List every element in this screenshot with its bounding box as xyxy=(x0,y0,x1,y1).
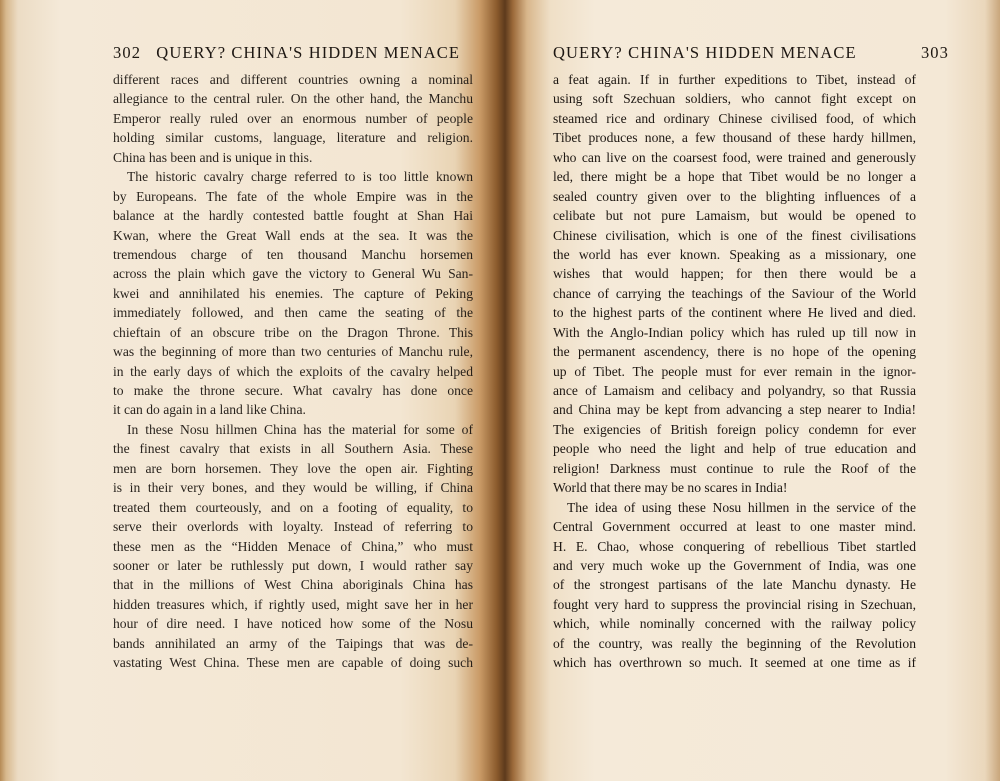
text-line: vastating West China. These men are capable of doing such xyxy=(113,655,473,671)
text-line: H. E. Chao, whose conquering of rebellious Tibet startled xyxy=(553,538,916,554)
text-line: by Europeans. The fate of the whole Empire was in the xyxy=(113,188,473,204)
text-line: sealed country given over to the blighting influences of a xyxy=(553,188,916,204)
text-line: immediately followed, and then came the seating of the xyxy=(113,305,473,321)
text-line: Emperor really ruled over an enormous number of people xyxy=(113,110,473,126)
right-page-number: 303 xyxy=(920,43,949,62)
left-page-number: 302 xyxy=(113,43,142,62)
left-running-title: QUERY? CHINA'S HIDDEN MENACE xyxy=(156,43,461,62)
text-line: wishes that would happen; for then there would be a xyxy=(553,266,916,282)
text-line: chance of carrying the teachings of the Saviour of the World xyxy=(553,285,916,301)
text-line: men are born horsemen. They love the open air. Fighting xyxy=(113,460,473,476)
text-line: fought very hard to suppress the provincial rising in Szechuan, xyxy=(553,596,916,612)
text-line: people who need the light and help of true education and xyxy=(553,441,916,457)
text-line: Kwan, where the Great Wall ends at the sea. It was the xyxy=(113,227,473,243)
left-body-text xyxy=(113,70,473,673)
text-line: Tibet produces none, a few thousand of these hardy hillmen, xyxy=(553,130,916,146)
text-line: the permanent ascendency, there is no hope of the opening xyxy=(553,344,916,360)
text-line: up of Tibet. The people must for ever remain in the ignor- xyxy=(553,363,916,379)
text-line: using soft Szechuan soldiers, who cannot fight except on xyxy=(553,91,916,107)
text-line: to the highest parts of the continent where He lived and died. xyxy=(553,305,916,321)
text-line: and very much woke up the Government of India, was one xyxy=(553,557,916,573)
text-line: in the early days of which the exploits of the cavalry helped xyxy=(113,363,473,379)
text-line: The exigencies of British foreign policy condemn for ever xyxy=(553,421,916,437)
text-line: hidden treasures which, if rightly used, might save her in her xyxy=(113,596,473,612)
text-line: led, there might be a hope that Tibet would be no longer a xyxy=(553,169,916,185)
text-line: hour of dire need. I have noticed how some of the Nosu xyxy=(113,616,473,632)
text-line: religion! Darkness must continue to rule the Roof of the xyxy=(553,460,916,476)
text-line: which, while nominally concerned with the railway policy xyxy=(553,616,916,632)
text-line: With the Anglo-Indian policy which has ruled up till now in xyxy=(553,324,916,340)
right-body-text xyxy=(553,70,916,673)
text-line: In these Nosu hillmen China has the material for some of xyxy=(127,421,473,437)
text-line: and China may be kept from advancing a step nearer to India! xyxy=(553,402,916,418)
text-line: Central Government occurred at least to one master mind. xyxy=(553,519,916,535)
text-line: is in their very bones, and they would be willing, if China xyxy=(113,480,473,496)
text-line: sooner or later be ruthlessly put down, I would rather say xyxy=(113,557,473,573)
text-line: celibate but not pure Lamaism, but would be opened to xyxy=(553,208,916,224)
text-line: steamed rice and ordinary Chinese civilised food, of which xyxy=(553,110,916,126)
text-line: Chinese civilisation, which is one of the finest civilisations xyxy=(553,227,916,243)
text-line: The idea of using these Nosu hillmen in the service of the xyxy=(567,499,916,515)
right-page xyxy=(505,0,1000,781)
text-line: The historic cavalry charge referred to is too little known xyxy=(127,169,473,185)
text-line: the finest cavalry that exists in all Southern Asia. These xyxy=(113,441,473,457)
right-running-title: QUERY? CHINA'S HIDDEN MENACE xyxy=(553,43,857,62)
text-line: treated them courteously, and on a footing of equality, to xyxy=(113,499,473,515)
text-line: tremendous charge of ten thousand Manchu horsemen xyxy=(113,246,473,262)
text-line: the world has ever known. Speaking as a missionary, one xyxy=(553,246,916,262)
right-running-head xyxy=(553,43,949,63)
text-line: across the plain which gave the victory to General Wu San- xyxy=(113,266,473,282)
text-line: a feat again. If in further expeditions to Tibet, instead of xyxy=(553,72,916,87)
text-line: different races and different countries owning a nominal xyxy=(113,72,473,87)
text-line: these men as the “Hidden Menace of China,” who must xyxy=(113,538,473,554)
text-line: kwei and annihilated his enemies. The capture of Peking xyxy=(113,285,473,301)
text-line: World that there may be no scares in India! xyxy=(553,480,788,496)
text-line: which has overthrown so much. It seemed at one time as if xyxy=(553,655,916,671)
text-line: it can do again in a land like China. xyxy=(113,402,306,418)
text-line: serve their overlords with loyalty. Instead of referring to xyxy=(113,519,473,535)
left-running-head xyxy=(113,43,475,63)
text-line: balance at the hardly contested battle fought at Shan Hai xyxy=(113,208,473,224)
text-line: of the strongest partisans of the late Manchu dynasty. He xyxy=(553,577,916,593)
text-line: who can live on the coarsest food, were trained and generously xyxy=(553,149,916,165)
text-line: ance of Lamaism and celibacy and polyandry, so that Russia xyxy=(553,383,916,398)
text-line: China has been and is unique in this. xyxy=(113,149,313,165)
text-line: of the country, was really the beginning of the Revolution xyxy=(553,635,916,651)
text-line: was the beginning of more than two centuries of Manchu rule, xyxy=(113,344,473,360)
text-line: to make the throne secure. What cavalry has done once xyxy=(113,383,473,398)
text-line: chieftain of an obscure tribe on the Dragon Throne. This xyxy=(113,324,473,340)
text-line: bands annihilated an army of the Taipings that was de- xyxy=(113,635,473,651)
text-line: that in the millions of West China aboriginals China has xyxy=(113,577,473,593)
text-line: allegiance to the central ruler. On the other hand, the Manchu xyxy=(113,91,473,107)
text-line: holding similar customs, language, literature and religion. xyxy=(113,130,473,146)
